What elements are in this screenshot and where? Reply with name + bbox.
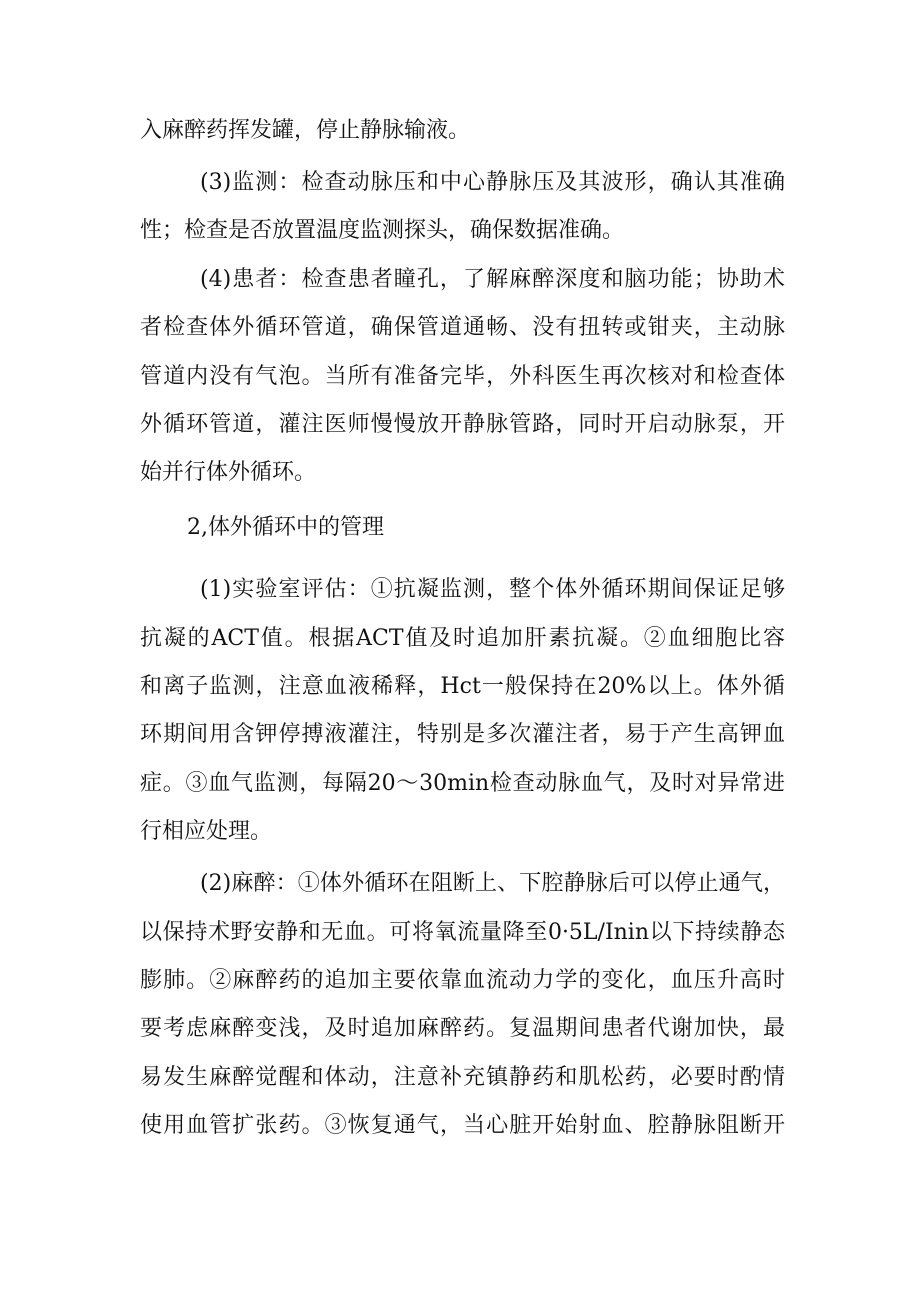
text-line: 入麻醉药挥发罐，停止静脉输液。 (140, 118, 471, 143)
text-line: (2)麻醉：①体外循环在阻断上、下腔静脉后可以停止通气， (200, 871, 785, 896)
text-line: 行相应处理。 (140, 819, 273, 844)
text-line: 以保持术野安静和无血。可将氧流量降至0·5L/Inin以下持续静态 (140, 920, 785, 945)
text-line: 膨肺。②麻醉药的追加主要依靠血流动力学的变化，血压升高时 (140, 968, 785, 993)
text-line: (3)监测：检查动脉压和中心静脉压及其波形，确认其准确 (200, 170, 785, 195)
section-heading: 2,体外循环中的管理 (187, 515, 384, 540)
text-line: 要考虑麻醉变浅，及时追加麻醉药。复温期间患者代谢加快，最 (140, 1016, 785, 1041)
text-line: (1)实验室评估：①抗凝监测，整个体外循环期间保证足够 (200, 577, 785, 602)
text-line: 使用血管扩张药。③恢复通气，当心脏开始射血、腔静脉阻断开 (140, 1113, 785, 1138)
text-line: 性；检查是否放置温度监测探头，确保数据准确。 (140, 218, 625, 243)
text-line: 和离子监测，注意血液稀释，Hct一般保持在20%以上。体外循 (140, 674, 785, 699)
text-line: 外循环管道，灌注医师慢慢放开静脉管路，同时开启动脉泵，开 (140, 412, 785, 437)
text-line: 抗凝的ACT值。根据ACT值及时追加肝素抗凝。②血细胞比容 (140, 626, 785, 651)
text-line: 始并行体外循环。 (140, 460, 317, 485)
text-line: 管道内没有气泡。当所有准备完毕，外科医生再次核对和检查体 (140, 364, 785, 389)
text-line: 易发生麻醉觉醒和体动，注意补充镇静药和肌松药，必要时酌情 (140, 1065, 785, 1090)
text-line: (4)患者：检查患者瞳孔，了解麻醉深度和脑功能；协助术 (200, 267, 785, 292)
text-line: 者检查体外循环管道，确保管道通畅、没有扭转或钳夹，主动脉 (140, 315, 785, 340)
text-line: 症。③血气监测，每隔20～30min检查动脉血气，及时对异常进 (140, 771, 785, 796)
text-line: 环期间用含钾停搏液灌注，特别是多次灌注者，易于产生高钾血 (140, 722, 785, 747)
